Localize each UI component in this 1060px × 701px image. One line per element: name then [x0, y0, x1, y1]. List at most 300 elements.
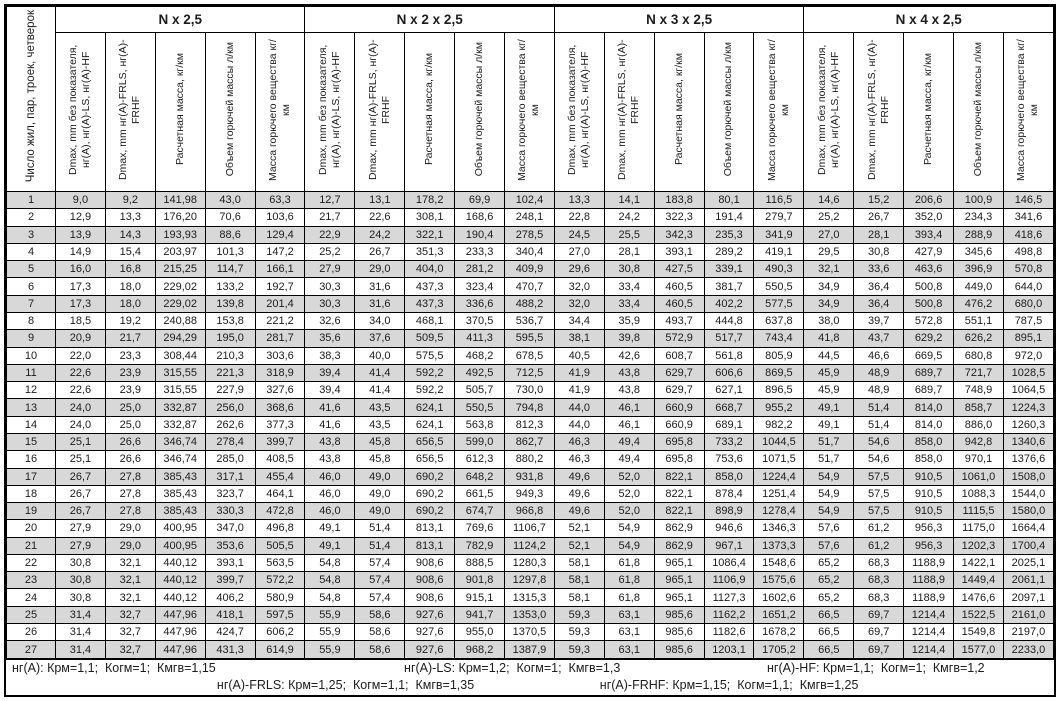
- cell: 346,74: [155, 433, 205, 450]
- cell: 308,44: [155, 347, 205, 364]
- cell: 288,9: [954, 226, 1004, 243]
- cell: 1580,0: [1003, 503, 1053, 520]
- cell: 956,3: [904, 537, 954, 554]
- cell: 39,4: [305, 364, 355, 381]
- cell: 39,4: [305, 382, 355, 399]
- cell: 68,3: [854, 589, 904, 606]
- cell: 43,5: [355, 416, 405, 433]
- cell: 248,1: [505, 209, 555, 226]
- cell: 24,2: [604, 209, 654, 226]
- cell: 1071,5: [754, 451, 804, 468]
- cell: 54,9: [604, 537, 654, 554]
- cell: 592,2: [405, 364, 455, 381]
- cell: 563,5: [255, 554, 305, 571]
- cell: 468,1: [405, 312, 455, 329]
- row-number: 24: [7, 589, 56, 606]
- cell: 279,7: [754, 209, 804, 226]
- table-row: [7, 243, 1054, 260]
- cell: 14,3: [105, 226, 155, 243]
- cell: 500,8: [904, 295, 954, 312]
- cell: 69,9: [455, 192, 505, 209]
- cell: 28,1: [604, 243, 654, 260]
- cell: 599,0: [455, 433, 505, 450]
- cell: 12,9: [56, 209, 106, 226]
- cell: 1577,0: [954, 641, 1004, 659]
- table-row: [7, 312, 1054, 329]
- cell: 492,5: [455, 364, 505, 381]
- cell: 2061,1: [1003, 572, 1053, 589]
- cell: 153,8: [205, 312, 255, 329]
- cell: 927,6: [405, 641, 455, 659]
- cell: 1678,2: [754, 624, 804, 641]
- cell: 44,5: [804, 347, 854, 364]
- column-header: Dmax, mm нг(А)-FRLS, нг(А)-FRHF: [854, 33, 904, 192]
- cell: 1376,6: [1003, 451, 1053, 468]
- cell: 1664,4: [1003, 520, 1053, 537]
- cell: 985,6: [654, 641, 704, 659]
- cell: 13,1: [355, 192, 405, 209]
- cell: 141,98: [155, 192, 205, 209]
- group-header-2: N x 2 x 2,5: [305, 7, 554, 33]
- cell: 908,6: [405, 589, 455, 606]
- cell: 896,5: [754, 382, 804, 399]
- cell: 281,7: [255, 330, 305, 347]
- cell: 341,6: [1003, 209, 1053, 226]
- cell: 30,8: [56, 572, 106, 589]
- cell: 31,6: [355, 278, 405, 295]
- table-row: [7, 572, 1054, 589]
- cell: 813,1: [405, 520, 455, 537]
- cell: 49,1: [804, 399, 854, 416]
- header-row-groups: [7, 7, 1054, 33]
- cell: 1251,4: [754, 485, 804, 502]
- cell: 822,1: [654, 485, 704, 502]
- cell: 22,6: [355, 209, 405, 226]
- cell: 27,9: [56, 520, 106, 537]
- cell: 15,4: [105, 243, 155, 260]
- cell: 624,1: [405, 416, 455, 433]
- cell: 27,0: [804, 226, 854, 243]
- cell: 901,8: [455, 572, 505, 589]
- cell: 51,4: [854, 399, 904, 416]
- cell: 561,8: [704, 347, 754, 364]
- cell: 1162,2: [704, 606, 754, 623]
- table-row: [7, 226, 1054, 243]
- table-row: [7, 192, 1054, 209]
- cell: 25,0: [105, 399, 155, 416]
- cell: 317,1: [205, 468, 255, 485]
- cell: 956,3: [904, 520, 954, 537]
- cell: 965,1: [654, 572, 704, 589]
- row-number: 19: [7, 503, 56, 520]
- table-row: [7, 468, 1054, 485]
- cell: 862,9: [654, 520, 704, 537]
- cell: 38,3: [305, 347, 355, 364]
- cell: 25,2: [305, 243, 355, 260]
- row-number: 1: [7, 192, 56, 209]
- cell: 46,1: [604, 399, 654, 416]
- cell: 1188,9: [904, 589, 954, 606]
- cell: 712,5: [505, 364, 555, 381]
- cell: 327,6: [255, 382, 305, 399]
- cell: 49,6: [554, 485, 604, 502]
- cell: 660,9: [654, 416, 704, 433]
- cell: 183,8: [654, 192, 704, 209]
- cell: 444,8: [704, 312, 754, 329]
- cell: 1549,8: [954, 624, 1004, 641]
- cell: 437,3: [405, 295, 455, 312]
- cell: 61,2: [854, 537, 904, 554]
- cell: 858,0: [904, 433, 954, 450]
- cell: 2233,0: [1003, 641, 1053, 659]
- cell: 14,9: [56, 243, 106, 260]
- cell: 44,0: [554, 416, 604, 433]
- cell: 25,2: [804, 209, 854, 226]
- cell: 1370,5: [505, 624, 555, 641]
- cell: 427,5: [654, 261, 704, 278]
- cell: 26,7: [56, 468, 106, 485]
- cell: 58,1: [554, 554, 604, 571]
- cell: 1214,4: [904, 624, 954, 641]
- cell: 52,1: [554, 520, 604, 537]
- cell: 168,6: [455, 209, 505, 226]
- cell: 1224,3: [1003, 399, 1053, 416]
- cell: 385,43: [155, 485, 205, 502]
- cell: 345,6: [954, 243, 1004, 260]
- cell: 26,7: [355, 243, 405, 260]
- cell: 88,6: [205, 226, 255, 243]
- cell: 26,7: [56, 485, 106, 502]
- cell: 32,6: [305, 312, 355, 329]
- cell: 32,0: [554, 278, 604, 295]
- cell: 1705,2: [754, 641, 804, 659]
- cell: 927,6: [405, 624, 455, 641]
- cell: 57,4: [355, 554, 405, 571]
- table-body: [7, 192, 1054, 659]
- cell: 399,7: [205, 572, 255, 589]
- cell: 69,7: [854, 641, 904, 659]
- cell: 294,29: [155, 330, 205, 347]
- cell: 985,6: [654, 606, 704, 623]
- cell: 1188,9: [904, 572, 954, 589]
- cell: 61,2: [854, 520, 904, 537]
- cell: 59,3: [554, 606, 604, 623]
- cell: 24,2: [355, 226, 405, 243]
- cell: 25,1: [56, 433, 106, 450]
- cell: 695,8: [654, 433, 704, 450]
- cell: 346,74: [155, 451, 205, 468]
- cell: 49,4: [604, 451, 654, 468]
- cell: 68,3: [854, 554, 904, 571]
- cell: 235,3: [704, 226, 754, 243]
- cell: 9,2: [105, 192, 155, 209]
- footnote-ng-a: нг(А): Крм=1,1; Когм=1; Кмгв=1,15: [12, 661, 216, 675]
- cell: 14,1: [604, 192, 654, 209]
- cell: 13,3: [554, 192, 604, 209]
- cell: 129,4: [255, 226, 305, 243]
- cell: 70,6: [205, 209, 255, 226]
- table-header: [7, 7, 1054, 192]
- footnote-ng-a-frls: нг(А)-FRLS: Крм=1,25; Когм=1,1; Кмгв=1,35: [216, 678, 475, 692]
- cell: 624,1: [405, 399, 455, 416]
- cell: 26,6: [105, 433, 155, 450]
- cell: 460,5: [654, 295, 704, 312]
- cell: 402,2: [704, 295, 754, 312]
- cell: 347,0: [205, 520, 255, 537]
- cell: 45,9: [804, 382, 854, 399]
- cell: 822,1: [654, 503, 704, 520]
- cell: 400,95: [155, 537, 205, 554]
- cell: 34,0: [355, 312, 405, 329]
- column-header: Dmax, mm без показателя, нг(А), нг(А)-LS, нг(А)-HF: [56, 33, 106, 192]
- cell: 352,0: [904, 209, 954, 226]
- table-row: [7, 364, 1054, 381]
- cell: 1278,4: [754, 503, 804, 520]
- cell: 427,9: [904, 243, 954, 260]
- cell: 51,4: [355, 537, 405, 554]
- cell: 472,8: [255, 503, 305, 520]
- cell: 418,6: [1003, 226, 1053, 243]
- cell: 52,0: [604, 468, 654, 485]
- cell: 440,12: [155, 589, 205, 606]
- cell: 54,9: [804, 503, 854, 520]
- cell: 54,6: [854, 451, 904, 468]
- cell: 21,7: [105, 330, 155, 347]
- cell: 393,4: [904, 226, 954, 243]
- cell: 61,8: [604, 589, 654, 606]
- cell: 332,87: [155, 416, 205, 433]
- cell: 1522,5: [954, 606, 1004, 623]
- cell: 46,0: [305, 485, 355, 502]
- cell: 404,0: [405, 261, 455, 278]
- row-number: 3: [7, 226, 56, 243]
- cell: 176,20: [155, 209, 205, 226]
- cell: 580,9: [255, 589, 305, 606]
- cell: 20,9: [56, 330, 106, 347]
- cell: 49,1: [305, 520, 355, 537]
- cell: 41,4: [355, 364, 405, 381]
- group-header-1: N x 2,5: [56, 7, 305, 33]
- cell: 1297,8: [505, 572, 555, 589]
- cell: 49,0: [355, 503, 405, 520]
- cell: 399,7: [255, 433, 305, 450]
- cell: 869,5: [754, 364, 804, 381]
- table-row: [7, 537, 1054, 554]
- cell: 614,9: [255, 641, 305, 659]
- cell: 862,9: [654, 537, 704, 554]
- cell: 550,5: [455, 399, 505, 416]
- row-number: 27: [7, 641, 56, 659]
- cell: 58,6: [355, 641, 405, 659]
- cell: 341,9: [754, 226, 804, 243]
- cell: 517,7: [704, 330, 754, 347]
- cell: 440,12: [155, 554, 205, 571]
- cell: 101,3: [205, 243, 255, 260]
- cell: 233,3: [455, 243, 505, 260]
- cell: 323,4: [455, 278, 505, 295]
- cell: 69,7: [854, 624, 904, 641]
- cell: 17,3: [56, 278, 106, 295]
- footnotes: [6, 659, 1054, 695]
- column-header: Dmax, mm нг(А)-FRLS, нг(А)-FRHF: [105, 33, 155, 192]
- cell: 12,7: [305, 192, 355, 209]
- cell: 43,0: [205, 192, 255, 209]
- cell: 9,0: [56, 192, 106, 209]
- cell: 1449,4: [954, 572, 1004, 589]
- cell: 563,8: [455, 416, 505, 433]
- cell: 608,7: [654, 347, 704, 364]
- cell: 18,0: [105, 295, 155, 312]
- cell: 31,4: [56, 641, 106, 659]
- cell: 496,8: [255, 520, 305, 537]
- cell: 262,6: [205, 416, 255, 433]
- cell: 730,0: [505, 382, 555, 399]
- cell: 322,3: [654, 209, 704, 226]
- cell: 468,2: [455, 347, 505, 364]
- cable-data-table: [4, 4, 1056, 697]
- cell: 910,5: [904, 485, 954, 502]
- cell: 339,1: [704, 261, 754, 278]
- cell: 41,8: [804, 330, 854, 347]
- row-number: 25: [7, 606, 56, 623]
- cell: 59,3: [554, 641, 604, 659]
- cell: 100,9: [954, 192, 1004, 209]
- cell: 629,7: [654, 364, 704, 381]
- cell: 289,2: [704, 243, 754, 260]
- cell: 536,7: [505, 312, 555, 329]
- row-number: 20: [7, 520, 56, 537]
- cell: 193,93: [155, 226, 205, 243]
- cell: 447,96: [155, 606, 205, 623]
- cell: 27,9: [305, 261, 355, 278]
- cell: 229,02: [155, 295, 205, 312]
- row-number: 18: [7, 485, 56, 502]
- cell: 680,8: [954, 347, 1004, 364]
- cell: 661,5: [455, 485, 505, 502]
- cell: 18,0: [105, 278, 155, 295]
- column-header: Масса горючего вещества кг/км: [754, 33, 804, 192]
- cell: 2097,1: [1003, 589, 1053, 606]
- cell: 1575,6: [754, 572, 804, 589]
- table-row: [7, 295, 1054, 312]
- cell: 1182,6: [704, 624, 754, 641]
- cell: 49,0: [355, 468, 405, 485]
- cell: 931,8: [505, 468, 555, 485]
- cell: 13,3: [105, 209, 155, 226]
- cell: 982,2: [754, 416, 804, 433]
- column-header: Dmax, mm нг(А)-FRLS, нг(А)-FRHF: [604, 33, 654, 192]
- cell: 36,4: [854, 295, 904, 312]
- cell: 794,8: [505, 399, 555, 416]
- cell: 44,0: [554, 399, 604, 416]
- cell: 1088,3: [954, 485, 1004, 502]
- cell: 66,5: [804, 624, 854, 641]
- cell: 26,7: [854, 209, 904, 226]
- cell: 690,2: [405, 503, 455, 520]
- table-row: [7, 347, 1054, 364]
- cell: 139,8: [205, 295, 255, 312]
- cell: 972,0: [1003, 347, 1053, 364]
- table-row: [7, 382, 1054, 399]
- cell: 1064,5: [1003, 382, 1053, 399]
- cell: 577,5: [754, 295, 804, 312]
- cell: 656,5: [405, 451, 455, 468]
- cell: 490,3: [754, 261, 804, 278]
- column-header: Dmax, mm нг(А)-FRLS, нг(А)-FRHF: [355, 33, 405, 192]
- table-row: [7, 209, 1054, 226]
- cell: 463,6: [904, 261, 954, 278]
- table-row: [7, 451, 1054, 468]
- cell: 43,8: [604, 382, 654, 399]
- cell: 1340,6: [1003, 433, 1053, 450]
- cell: 498,8: [1003, 243, 1053, 260]
- cell: 51,7: [804, 433, 854, 450]
- table-row: [7, 485, 1054, 502]
- cell: 1203,1: [704, 641, 754, 659]
- cell: 58,1: [554, 572, 604, 589]
- cell: 178,2: [405, 192, 455, 209]
- row-number: 17: [7, 468, 56, 485]
- cell: 34,4: [554, 312, 604, 329]
- cell: 48,9: [854, 364, 904, 381]
- cell: 29,5: [804, 243, 854, 260]
- table-row: [7, 554, 1054, 571]
- header-row-columns: [7, 33, 1054, 192]
- cell: 46,3: [554, 451, 604, 468]
- cell: 678,5: [505, 347, 555, 364]
- cell: 1214,4: [904, 606, 954, 623]
- cell: 910,5: [904, 503, 954, 520]
- row-count-header: [7, 7, 56, 192]
- cell: 970,1: [954, 451, 1004, 468]
- cell: 1700,4: [1003, 537, 1053, 554]
- cell: 192,7: [255, 278, 305, 295]
- cell: 35,9: [604, 312, 654, 329]
- cell: 58,1: [554, 589, 604, 606]
- row-number: 21: [7, 537, 56, 554]
- cell: 455,4: [255, 468, 305, 485]
- cell: 27,8: [105, 485, 155, 502]
- cell: 822,1: [654, 468, 704, 485]
- cell: 353,6: [205, 537, 255, 554]
- cell: 66,5: [804, 641, 854, 659]
- cell: 488,2: [505, 295, 555, 312]
- row-count-header-label: Число жил, пар, троек, четверок: [24, 10, 37, 183]
- cell: 1061,0: [954, 468, 1004, 485]
- cell: 814,0: [904, 399, 954, 416]
- cell: 68,3: [854, 572, 904, 589]
- cell: 769,6: [455, 520, 505, 537]
- cell: 19,2: [105, 312, 155, 329]
- cell: 58,6: [355, 606, 405, 623]
- cell: 1353,0: [505, 606, 555, 623]
- table-row: [7, 589, 1054, 606]
- cell: 1175,0: [954, 520, 1004, 537]
- cell: 908,6: [405, 572, 455, 589]
- cell: 1124,2: [505, 537, 555, 554]
- cell: 29,0: [105, 537, 155, 554]
- cell: 32,1: [105, 572, 155, 589]
- table-row: [7, 416, 1054, 433]
- cell: 35,6: [305, 330, 355, 347]
- cell: 668,7: [704, 399, 754, 416]
- cell: 30,8: [56, 589, 106, 606]
- footnote-ng-a-ls: нг(А)-LS: Крм=1,2; Когм=1; Кмгв=1,3: [404, 661, 621, 675]
- cell: 133,2: [205, 278, 255, 295]
- cell: 1188,9: [904, 554, 954, 571]
- cell: 16,0: [56, 261, 106, 278]
- cell: 29,0: [355, 261, 405, 278]
